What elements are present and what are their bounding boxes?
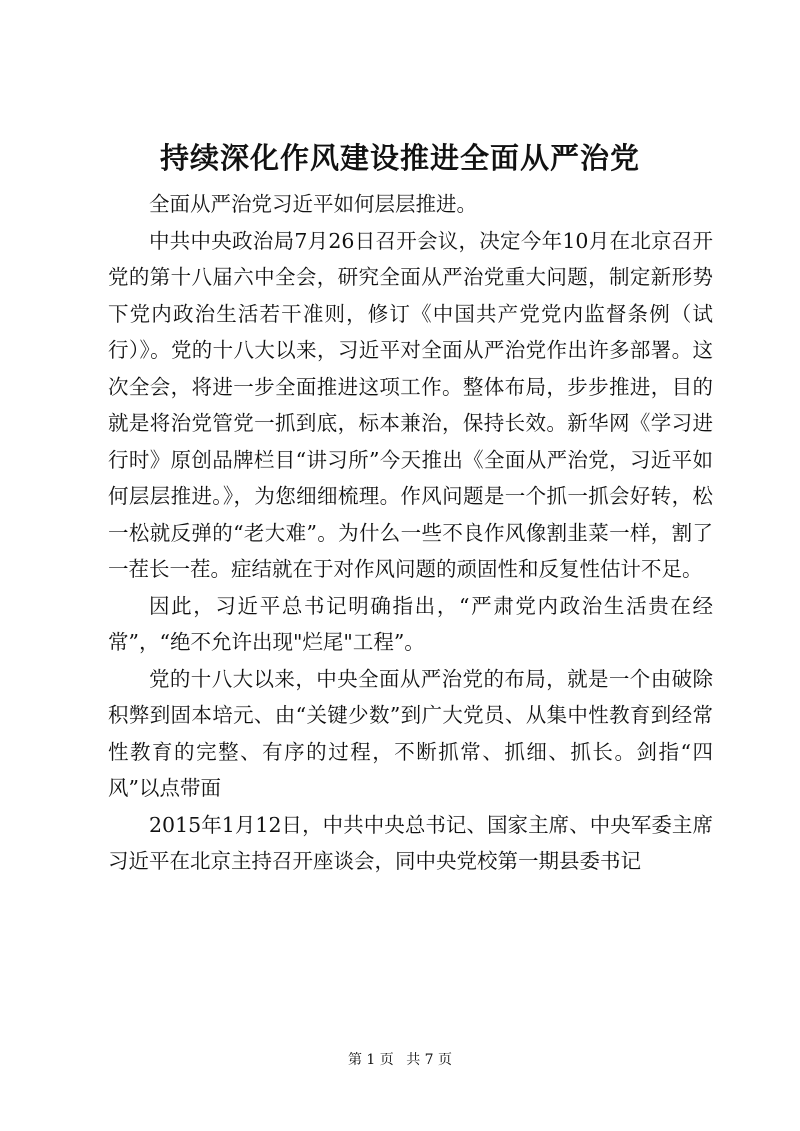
page-footer (0, 1049, 800, 1069)
paragraph: 因此，习近平总书记明确指出，“严肃党内政治生活贵在经常”，“绝不允许出现"烂尾"工程”。 (108, 593, 713, 654)
paragraph: 中共中央政治局7月26日召开会议，决定今年10月在北京召开党的第十八届六中全会，研究全面从严治党重大问题，制定新形势下党内政治生活若干准则，修订《中国共产党党内监督条例（试行）》。党的十八大以来，习近平对全面从严治党作出许多部署。这次全会，将进一步全面推进这项工作。整体布局，步步推进，目的就是将治党管党一抓到底，标本兼治，保持长效。新华网《学习进行时》原创品牌栏目“讲习所”今天推出《全面从严治党，习近平如何层层推进。》，为您细细梳理。作风问题是一个抓一抓会好转，松一松就反弹的“老大难”。为什么一些不良作风像割韭菜一样，割了一茬长一茬。症结就在于对作风问题的顽固性和反复性估计不足。 (108, 228, 713, 581)
page-number: 第 1 页 (347, 1052, 394, 1068)
paragraph: 2015年1月12日，中共中央总书记、国家主席、中央军委主席习近平在北京主持召开座谈会，同中央党校第一期县委书记 (108, 812, 713, 873)
paragraph: 党的十八大以来，中央全面从严治党的布局，就是一个由破除积弊到固本培元、由“关键少数”到广大党员、从集中性教育到经常性教育的完整、有序的过程，不断抓常、抓细、抓长。剑指“四风”以点带面 (108, 666, 713, 800)
page-total: 共 7 页 (406, 1052, 453, 1068)
paragraph: 全面从严治党习近平如何层层推进。 (149, 192, 477, 216)
document-body (108, 186, 713, 880)
document-title: 持续深化作风建设推进全面从严治党 (159, 141, 640, 175)
